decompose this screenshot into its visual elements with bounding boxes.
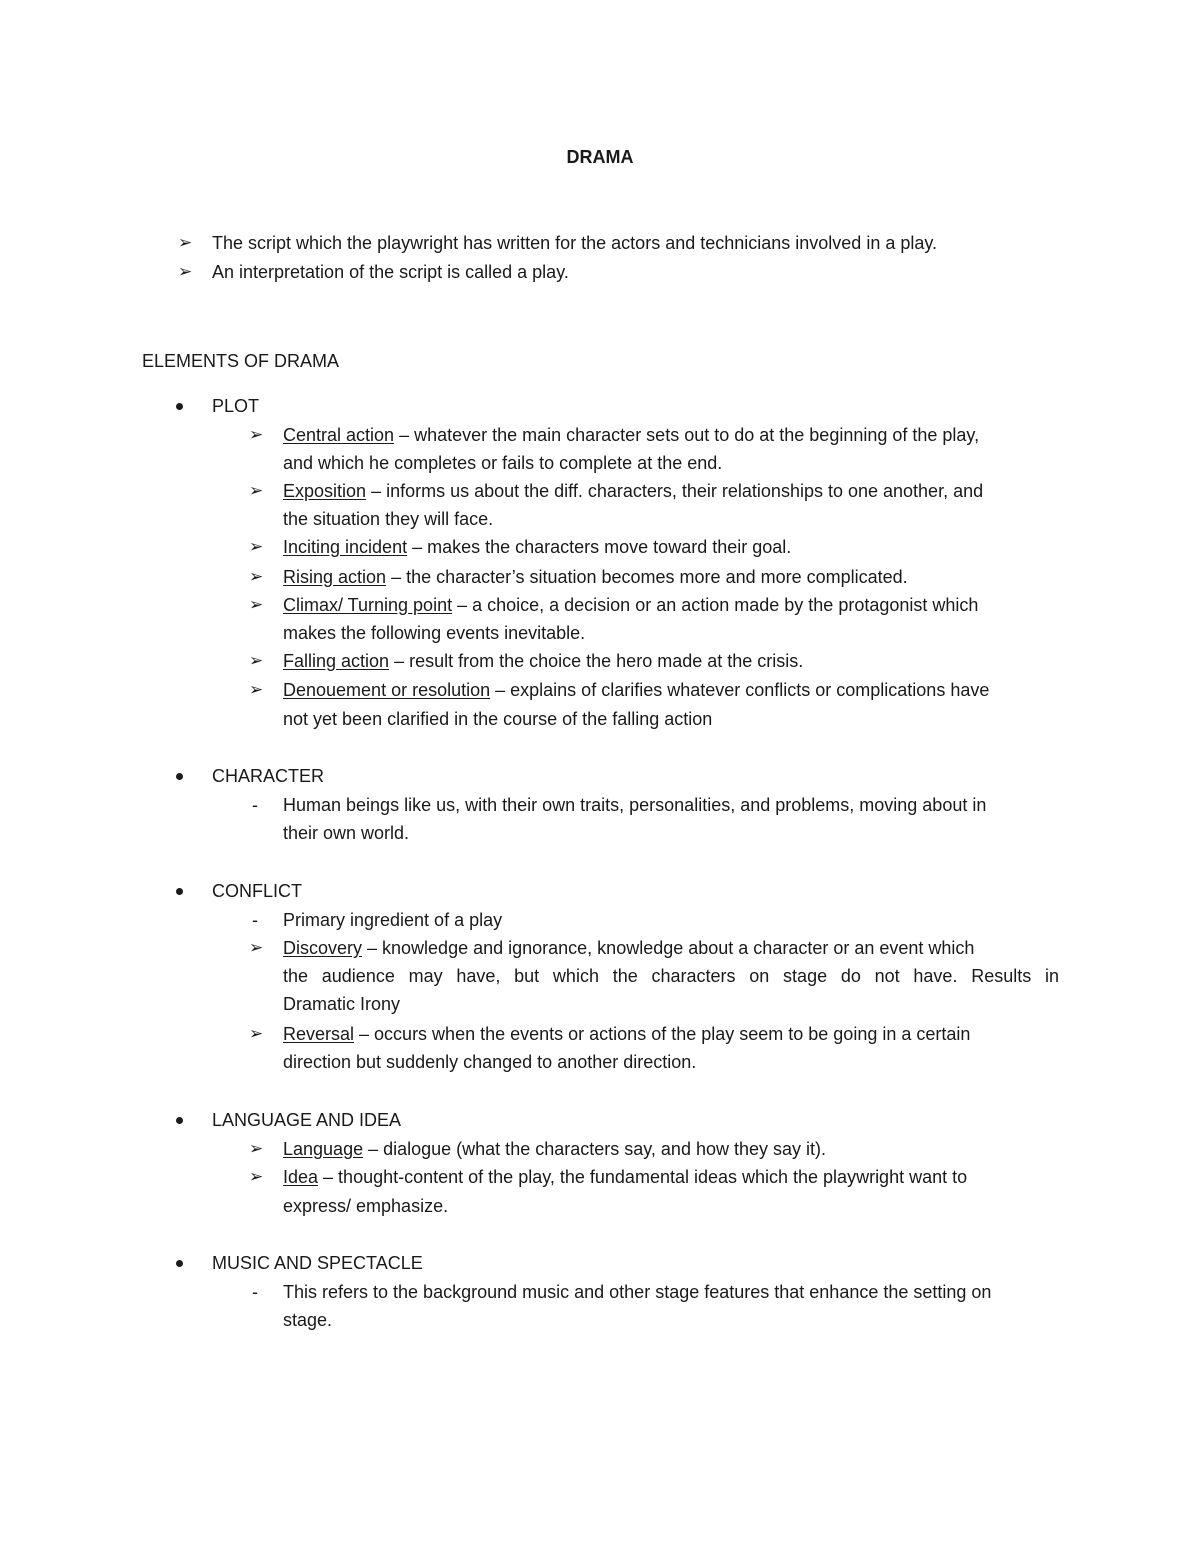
dash-bullet: -: [252, 910, 258, 930]
section-heading: ELEMENTS OF DRAMA: [142, 351, 340, 371]
term: Reversal: [283, 1024, 355, 1044]
term: Exposition: [283, 481, 367, 501]
definition-text: – thought-content of the play, the fundamental ideas which the playwright want to: [318, 1167, 968, 1187]
dash-bullet: -: [252, 1282, 258, 1302]
arrow-bullet-icon: ➢: [249, 651, 264, 670]
round-bullet-icon: [176, 773, 183, 780]
arrow-bullet-icon: ➢: [249, 1167, 264, 1186]
conflict-item-discovery: [283, 937, 974, 959]
conflict-heading: CONFLICT: [212, 881, 302, 901]
term: Rising action: [283, 567, 387, 587]
plot-item-denouement: [283, 679, 989, 701]
arrow-bullet-icon: ➢: [249, 537, 264, 556]
definition-text: – informs us about the diff. characters, their relationships to one another, and: [366, 481, 984, 501]
round-bullet-icon: [176, 403, 183, 410]
plot-item-central-action: [283, 424, 979, 446]
language-idea-heading: LANGUAGE AND IDEA: [212, 1110, 402, 1130]
conflict-item-reversal: [283, 1023, 970, 1045]
conflict-item-continuation: the audience may have, but which the characters on stage do not have. Results in: [283, 966, 1059, 986]
definition-text: – the character’s situation becomes more and more complicated.: [386, 567, 908, 587]
term: Idea: [283, 1167, 319, 1187]
plot-item-continuation: makes the following events inevitable.: [283, 623, 586, 643]
arrow-bullet-icon: ➢: [249, 595, 264, 614]
definition-text: – knowledge and ignorance, knowledge about a character or an event which: [362, 938, 975, 958]
arrow-bullet-icon: ➢: [249, 1024, 264, 1043]
character-line: their own world.: [283, 823, 410, 843]
language-item: [283, 1138, 826, 1160]
conflict-item-continuation: Dramatic Irony: [283, 994, 401, 1014]
dash-bullet: -: [252, 795, 258, 815]
definition-text: – explains of clarifies whatever conflicts or complications have: [490, 680, 990, 700]
arrow-bullet-icon: ➢: [249, 425, 264, 444]
definition-text: – whatever the main character sets out to do at the beginning of the play,: [394, 425, 980, 445]
plot-item-inciting-incident: [283, 536, 791, 558]
intro-line: An interpretation of the script is called a play.: [212, 262, 569, 282]
idea-continuation: express/ emphasize.: [283, 1196, 449, 1216]
document-title: DRAMA: [566, 147, 634, 167]
music-line: This refers to the background music and other stage features that enhance the setting on: [283, 1282, 992, 1302]
round-bullet-icon: [176, 1260, 183, 1267]
definition-text: – makes the characters move toward their goal.: [407, 537, 792, 557]
arrow-bullet-icon: ➢: [249, 567, 264, 586]
plot-item-climax: [283, 594, 978, 616]
plot-item-continuation: and which he completes or fails to complete at the end.: [283, 453, 723, 473]
term: Discovery: [283, 938, 363, 958]
character-line: Human beings like us, with their own traits, personalities, and problems, moving about in: [283, 795, 987, 815]
round-bullet-icon: [176, 888, 183, 895]
term: Climax/ Turning point: [283, 595, 453, 615]
music-heading: MUSIC AND SPECTACLE: [212, 1253, 423, 1273]
arrow-bullet-icon: ➢: [178, 262, 193, 281]
conflict-line: Primary ingredient of a play: [283, 910, 503, 930]
conflict-item-continuation: direction but suddenly changed to another direction.: [283, 1052, 697, 1072]
arrow-bullet-icon: ➢: [178, 233, 193, 252]
term: Language: [283, 1139, 364, 1159]
term: Central action: [283, 425, 395, 445]
music-line: stage.: [283, 1310, 333, 1330]
plot-item-continuation: not yet been clarified in the course of the falling action: [283, 709, 713, 729]
arrow-bullet-icon: ➢: [249, 680, 264, 699]
plot-item-continuation: the situation they will face.: [283, 509, 494, 529]
intro-line: The script which the playwright has written for the actors and technicians involved in a play.: [212, 233, 938, 253]
term: Denouement or resolution: [283, 680, 491, 700]
definition-text: – result from the choice the hero made at the crisis.: [389, 651, 804, 671]
arrow-bullet-icon: ➢: [249, 1139, 264, 1158]
character-heading: CHARACTER: [212, 766, 325, 786]
arrow-bullet-icon: ➢: [249, 481, 264, 500]
plot-item-falling-action: [283, 650, 803, 672]
definition-text: – dialogue (what the characters say, and how they say it).: [363, 1139, 827, 1159]
idea-item: [283, 1166, 967, 1188]
plot-item-rising-action: [283, 566, 908, 588]
definition-text: – occurs when the events or actions of the play seem to be going in a certain: [354, 1024, 971, 1044]
definition-text: – a choice, a decision or an action made by the protagonist which: [452, 595, 979, 615]
term: Falling action: [283, 651, 390, 671]
arrow-bullet-icon: ➢: [249, 938, 264, 957]
round-bullet-icon: [176, 1117, 183, 1124]
term: Inciting incident: [283, 537, 408, 557]
plot-heading: PLOT: [212, 396, 260, 416]
plot-item-exposition: [283, 480, 983, 502]
